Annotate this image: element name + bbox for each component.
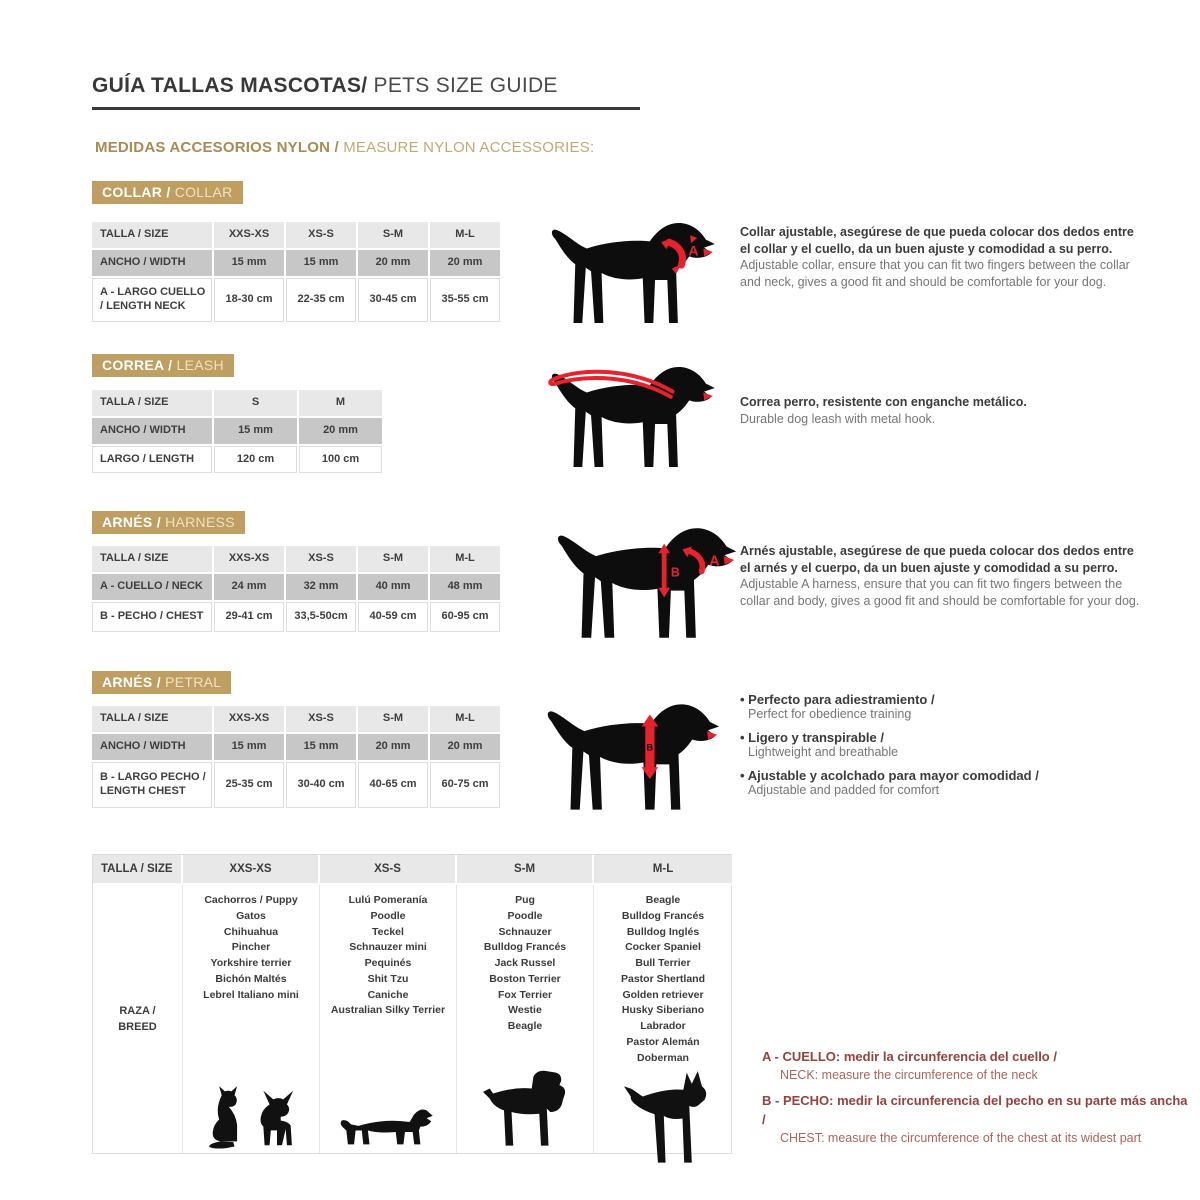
- note-chest: [762, 1092, 1192, 1147]
- table-header-cell: M-L: [430, 706, 500, 732]
- table-header-cell: XXS-XS: [214, 546, 284, 572]
- table-cell: 15 mm: [214, 734, 284, 760]
- measurement-notes: [762, 1048, 1192, 1156]
- leash-size-table: [92, 390, 382, 473]
- table-header-cell: TALLA / SIZE: [92, 222, 212, 248]
- note-neck: [762, 1048, 1192, 1084]
- cat-icon: [201, 1085, 245, 1149]
- feature-item: [740, 692, 1150, 721]
- collar-desc-es: Collar ajustable, asegúrese de que pueda colocar dos dedos entre el collar y el cuello, da un buen ajuste y comodidad a su perro.: [740, 225, 1134, 256]
- table-cell: 15 mm: [286, 250, 356, 276]
- note-chest-es: B - PECHO: medir la circunferencia del pecho en su parte más ancha /: [762, 1093, 1188, 1128]
- breed-list: Lulú Pomeranía Poodle Teckel Schnauzer mini Pequinés Shit Tzu Caniche Australian Silky Terrier: [330, 894, 446, 1017]
- table-header-cell: S-M: [358, 706, 428, 732]
- table-cell: 40 mm: [358, 574, 428, 600]
- note-neck-en: NECK: measure the circumference of the neck: [780, 1067, 1038, 1082]
- table-cell: 20 mm: [430, 734, 500, 760]
- breed-animals: [201, 1085, 301, 1149]
- table-row-label: B - LARGO PECHO / LENGTH CHEST: [92, 762, 212, 808]
- chihuahua-icon: [253, 1087, 301, 1149]
- size-marker-a: A: [688, 242, 699, 259]
- collar-section-badge: [92, 181, 243, 204]
- table-cell: 20 mm: [299, 418, 382, 444]
- breed-header-xs-s: XS-S: [320, 855, 457, 885]
- table-cell: 29-41 cm: [214, 602, 284, 632]
- breed-animals: [332, 1095, 444, 1149]
- collar-badge-es: COLLAR /: [102, 184, 171, 200]
- feature-en: Perfect for obedience training: [748, 707, 912, 721]
- table-header-cell: XS-S: [286, 546, 356, 572]
- leash-section-badge: [92, 354, 234, 377]
- table-cell: 48 mm: [430, 574, 500, 600]
- table-cell: 30-45 cm: [358, 278, 428, 322]
- table-header-cell: TALLA / SIZE: [92, 706, 212, 732]
- table-header-cell: TALLA / SIZE: [92, 546, 212, 572]
- collar-desc-en: Adjustable collar, ensure that you can fit two fingers between the collar and neck, gives a good fit and should be comfortable for your dog.: [740, 258, 1130, 289]
- table-cell: 33,5-50cm: [286, 602, 356, 632]
- dog-leash-illustration: [538, 360, 723, 474]
- harness-size-table: [92, 546, 500, 632]
- breed-header-m-l: M-L: [594, 855, 732, 885]
- page-subtitle: [95, 139, 594, 156]
- harness-description: [740, 543, 1142, 610]
- feature-es: • Perfecto para adiestramiento /: [740, 692, 1150, 707]
- table-cell: 18-30 cm: [214, 278, 284, 322]
- harness-badge-en: HARNESS: [160, 514, 235, 530]
- table-cell: 15 mm: [286, 734, 356, 760]
- table-header-cell: M-L: [430, 222, 500, 248]
- dog-collar-illustration: [538, 216, 723, 330]
- table-header-cell: M-L: [430, 546, 500, 572]
- table-cell: 60-75 cm: [430, 762, 500, 808]
- table-cell: 22-35 cm: [286, 278, 356, 322]
- harness-section-badge: [92, 511, 245, 534]
- collar-size-table: [92, 222, 500, 322]
- table-cell: 40-59 cm: [358, 602, 428, 632]
- size-marker-b: B: [646, 742, 654, 753]
- table-header-cell: XS-S: [286, 706, 356, 732]
- table-row-label: A - LARGO CUELLO / LENGTH NECK: [92, 278, 212, 322]
- table-cell: 25-35 cm: [214, 762, 284, 808]
- leash-badge-en: LEASH: [172, 357, 224, 373]
- table-cell: 120 cm: [214, 446, 297, 473]
- petral-section-badge: [92, 671, 231, 694]
- petral-badge-es: ARNÉS /: [102, 674, 161, 690]
- breed-header-xxs-xs: XXS-XS: [183, 855, 320, 885]
- page-title-es: GUÍA TALLAS MASCOTAS/: [92, 74, 368, 97]
- table-cell: 30-40 cm: [286, 762, 356, 808]
- feature-en: Lightweight and breathable: [748, 745, 899, 759]
- table-cell: 15 mm: [214, 250, 284, 276]
- table-cell: 40-65 cm: [358, 762, 428, 808]
- feature-en: Adjustable and padded for comfort: [748, 783, 940, 797]
- leash-description: [740, 394, 1142, 427]
- table-header-cell: TALLA / SIZE: [92, 390, 212, 416]
- note-neck-es: A - CUELLO: medir la circunferencia del cuello /: [762, 1049, 1057, 1064]
- breed-list: Pug Poodle Schnauzer Bulldog Francés Jack Russel Boston Terrier Fox Terrier Westie Beagle: [483, 894, 567, 1032]
- breed-row-label: RAZA / BREED: [93, 885, 183, 1153]
- table-cell: 15 mm: [214, 418, 297, 444]
- note-chest-en: CHEST: measure the circumference of the chest at its widest part: [780, 1131, 1142, 1146]
- leash-desc-es: Correa perro, resistente con enganche metálico.: [740, 395, 1027, 409]
- feature-item: [740, 768, 1150, 797]
- table-row-label: A - CUELLO / NECK: [92, 574, 212, 600]
- table-header-cell: M: [299, 390, 382, 416]
- breed-animals: [479, 1065, 571, 1149]
- breed-header-s-m: S-M: [457, 855, 594, 885]
- table-header-cell: S: [214, 390, 297, 416]
- size-marker-b: B: [670, 565, 680, 580]
- table-row-label: B - PECHO / CHEST: [92, 602, 212, 632]
- table-header-cell: XXS-XS: [214, 706, 284, 732]
- breed-header-talla: TALLA / SIZE: [93, 855, 183, 885]
- table-cell: 32 mm: [286, 574, 356, 600]
- harness-desc-es: Arnés ajustable, asegúrese de que pueda colocar dos dedos entre el arnés y el cuerpo, da un buen ajuste y comodidad a su perro.: [740, 544, 1134, 575]
- breed-cell-s-m: [457, 885, 594, 1153]
- size-marker-a: A: [709, 553, 720, 570]
- petral-feature-list: [740, 692, 1150, 806]
- page-subtitle-en: MEASURE NYLON ACCESSORIES:: [338, 139, 595, 156]
- petral-size-table: [92, 706, 500, 808]
- harness-desc-en: Adjustable A harness, ensure that you can fit two fingers between the collar and body, gives a good fit and should be comfortable for your dog.: [740, 577, 1140, 608]
- leash-desc-en: Durable dog leash with metal hook.: [740, 411, 936, 426]
- breed-cell-xs-s: [320, 885, 457, 1153]
- feature-es: • Ligero y transpirable /: [740, 730, 1150, 745]
- table-header-cell: S-M: [358, 222, 428, 248]
- leash-badge-es: CORREA /: [102, 357, 173, 373]
- table-cell: 35-55 cm: [430, 278, 500, 322]
- table-header-cell: XXS-XS: [214, 222, 284, 248]
- page-title: [92, 74, 640, 110]
- table-row-label: ANCHO / WIDTH: [92, 250, 212, 276]
- table-row-label: ANCHO / WIDTH: [92, 418, 212, 444]
- breed-list: Cachorros / Puppy Gatos Chihuahua Pincher Yorkshire terrier Bichón Maltés Lebrel Italiano mini: [203, 894, 299, 1001]
- collar-description: [740, 224, 1142, 291]
- breed-list: Beagle Bulldog Francés Bulldog Inglés Cocker Spaniel Bull Terrier Pastor Shertland Golden retriever Husky Siberiano Labrador Pastor Alemán Doberman: [620, 894, 706, 1064]
- dog-harness-illustration: [548, 520, 740, 646]
- breed-size-table: [92, 854, 732, 1154]
- breed-cell-m-l: [594, 885, 732, 1153]
- breed-cell-xxs-xs: [183, 885, 320, 1153]
- dachshund-icon: [332, 1095, 444, 1149]
- breed-animals: [611, 1066, 715, 1166]
- table-cell: 60-95 cm: [430, 602, 500, 632]
- table-cell: 24 mm: [214, 574, 284, 600]
- table-cell: 20 mm: [358, 734, 428, 760]
- table-cell: 20 mm: [430, 250, 500, 276]
- doberman-icon: [611, 1066, 715, 1166]
- feature-es: • Ajustable y acolchado para mayor comodidad /: [740, 768, 1150, 783]
- table-row-label: LARGO / LENGTH: [92, 446, 212, 473]
- table-row-label: ANCHO / WIDTH: [92, 734, 212, 760]
- petral-badge-en: PETRAL: [160, 674, 222, 690]
- feature-item: [740, 730, 1150, 759]
- page-title-en: PETS SIZE GUIDE: [367, 74, 558, 97]
- harness-badge-es: ARNÉS /: [102, 514, 161, 530]
- table-header-cell: S-M: [358, 546, 428, 572]
- dog-petral-illustration: [538, 697, 723, 817]
- table-cell: 100 cm: [299, 446, 382, 473]
- page-subtitle-es: MEDIDAS ACCESORIOS NYLON /: [95, 139, 339, 156]
- table-header-cell: XS-S: [286, 222, 356, 248]
- collar-badge-en: COLLAR: [170, 184, 233, 200]
- table-cell: 20 mm: [358, 250, 428, 276]
- schnauzer-icon: [479, 1065, 571, 1149]
